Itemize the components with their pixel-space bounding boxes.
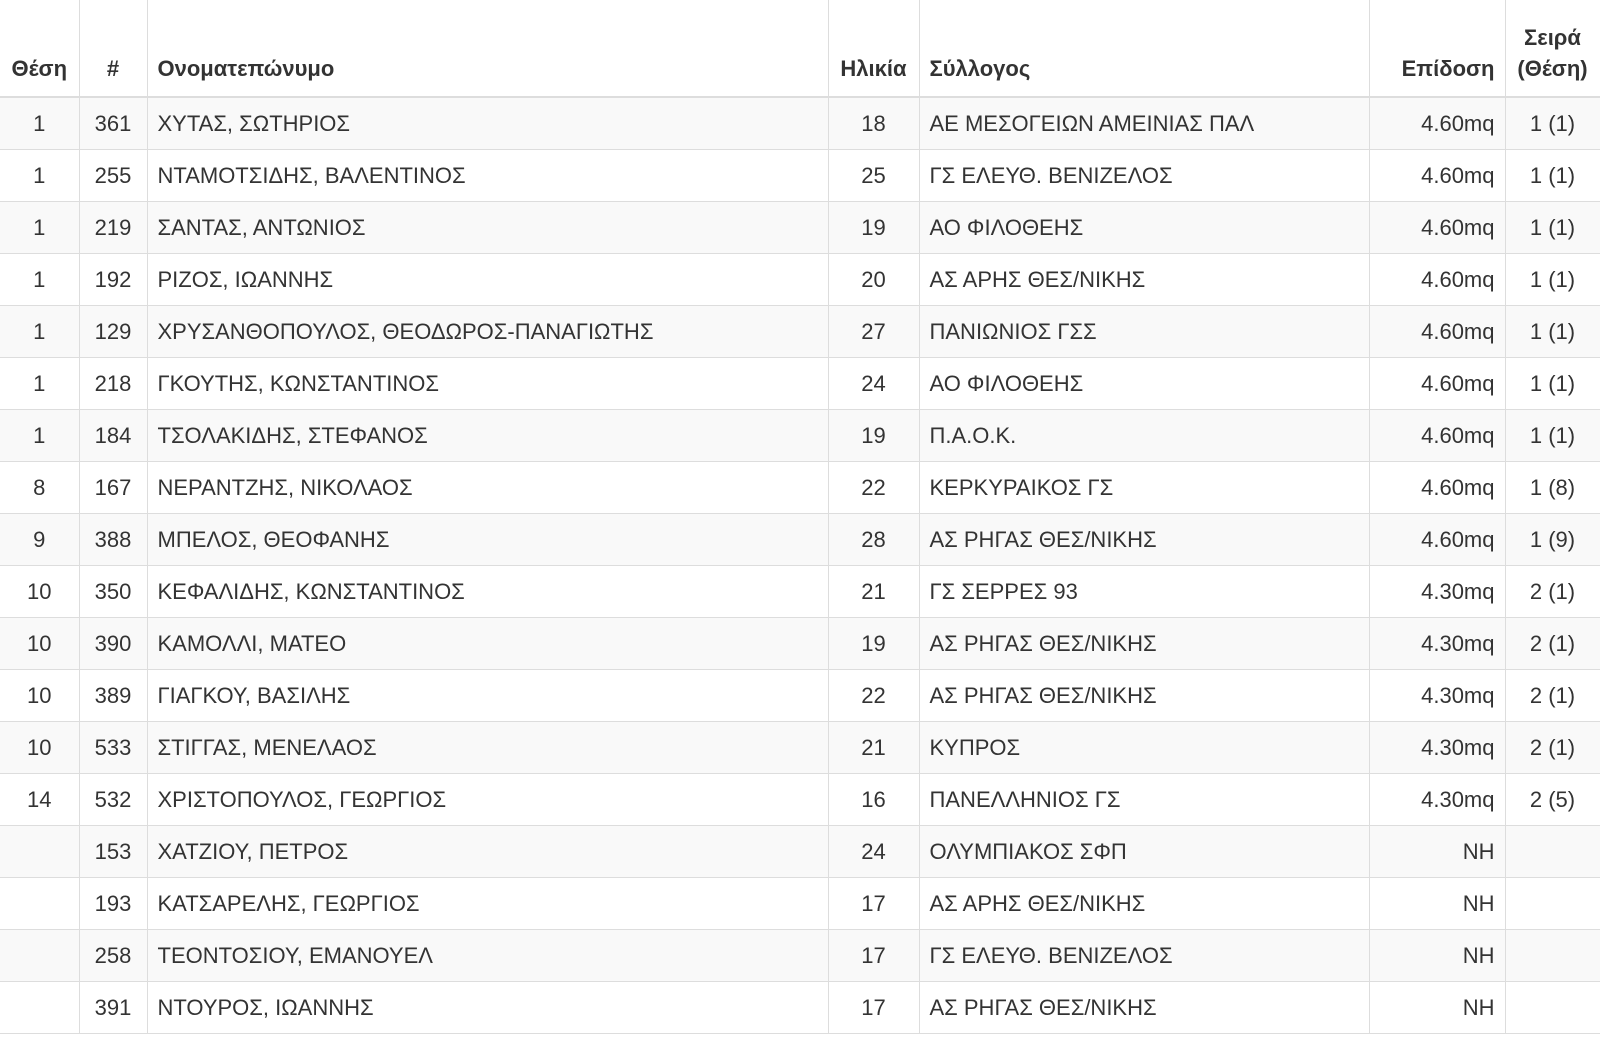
- cell-name: ΓΙΑΓΚΟΥ, ΒΑΣΙΛΗΣ: [147, 670, 828, 722]
- table-row: [0, 202, 1600, 254]
- cell-position: [0, 878, 79, 930]
- cell-performance: 4.60mq: [1369, 306, 1505, 358]
- cell-performance: 4.30mq: [1369, 566, 1505, 618]
- cell-position: 1: [0, 306, 79, 358]
- cell-club: Π.Α.Ο.Κ.: [919, 410, 1369, 462]
- cell-number: 167: [79, 462, 147, 514]
- header-position[interactable]: Θέση: [0, 0, 79, 97]
- cell-heat: 2 (5): [1505, 774, 1600, 826]
- cell-position: 1: [0, 410, 79, 462]
- cell-name: ΝΤΟΥΡΟΣ, ΙΩΑΝΝΗΣ: [147, 982, 828, 1034]
- cell-age: 21: [828, 722, 919, 774]
- cell-number: 533: [79, 722, 147, 774]
- cell-position: [0, 930, 79, 982]
- cell-number: 388: [79, 514, 147, 566]
- cell-age: 21: [828, 566, 919, 618]
- cell-heat: 1 (1): [1505, 358, 1600, 410]
- cell-heat: 2 (1): [1505, 722, 1600, 774]
- cell-number: 361: [79, 97, 147, 150]
- table-row: [0, 358, 1600, 410]
- cell-name: ΣΤΙΓΓΑΣ, ΜΕΝΕΛΑΟΣ: [147, 722, 828, 774]
- header-number[interactable]: #: [79, 0, 147, 97]
- cell-position: 9: [0, 514, 79, 566]
- cell-age: 19: [828, 410, 919, 462]
- cell-heat: 1 (1): [1505, 254, 1600, 306]
- cell-number: 193: [79, 878, 147, 930]
- cell-name: ΧΡΙΣΤΟΠΟΥΛΟΣ, ΓΕΩΡΓΙΟΣ: [147, 774, 828, 826]
- cell-age: 24: [828, 358, 919, 410]
- cell-club: ΑΣ ΑΡΗΣ ΘΕΣ/ΝΙΚΗΣ: [919, 254, 1369, 306]
- cell-heat: 1 (1): [1505, 202, 1600, 254]
- cell-number: 532: [79, 774, 147, 826]
- table-row: [0, 982, 1600, 1034]
- cell-club: ΓΣ ΕΛΕΥΘ. ΒΕΝΙΖΕΛΟΣ: [919, 150, 1369, 202]
- table-row: [0, 514, 1600, 566]
- cell-number: 219: [79, 202, 147, 254]
- cell-club: ΠΑΝΙΩΝΙΟΣ ΓΣΣ: [919, 306, 1369, 358]
- table-row: [0, 150, 1600, 202]
- cell-performance: 4.60mq: [1369, 462, 1505, 514]
- cell-performance: 4.30mq: [1369, 618, 1505, 670]
- cell-club: ΑΣ ΡΗΓΑΣ ΘΕΣ/ΝΙΚΗΣ: [919, 514, 1369, 566]
- cell-performance: ΝΗ: [1369, 826, 1505, 878]
- cell-position: 1: [0, 254, 79, 306]
- cell-performance: ΝΗ: [1369, 982, 1505, 1034]
- cell-name: ΚΑΜΟΛΛΙ, ΜΑΤΕΟ: [147, 618, 828, 670]
- cell-performance: ΝΗ: [1369, 930, 1505, 982]
- cell-name: ΡΙΖΟΣ, ΙΩΑΝΝΗΣ: [147, 254, 828, 306]
- cell-position: 1: [0, 358, 79, 410]
- cell-name: ΚΕΦΑΛΙΔΗΣ, ΚΩΝΣΤΑΝΤΙΝΟΣ: [147, 566, 828, 618]
- cell-name: ΓΚΟΥΤΗΣ, ΚΩΝΣΤΑΝΤΙΝΟΣ: [147, 358, 828, 410]
- cell-name: ΤΣΟΛΑΚΙΔΗΣ, ΣΤΕΦΑΝΟΣ: [147, 410, 828, 462]
- cell-number: 153: [79, 826, 147, 878]
- cell-heat: 1 (1): [1505, 150, 1600, 202]
- cell-heat: 1 (8): [1505, 462, 1600, 514]
- cell-heat: [1505, 982, 1600, 1034]
- cell-position: 1: [0, 97, 79, 150]
- cell-name: ΚΑΤΣΑΡΕΛΗΣ, ΓΕΩΡΓΙΟΣ: [147, 878, 828, 930]
- cell-performance: 4.60mq: [1369, 410, 1505, 462]
- cell-heat: 1 (9): [1505, 514, 1600, 566]
- cell-number: 218: [79, 358, 147, 410]
- cell-performance: 4.30mq: [1369, 722, 1505, 774]
- table-row: [0, 878, 1600, 930]
- cell-performance: 4.60mq: [1369, 254, 1505, 306]
- cell-heat: 1 (1): [1505, 410, 1600, 462]
- cell-heat: 1 (1): [1505, 306, 1600, 358]
- cell-age: 19: [828, 202, 919, 254]
- cell-position: 8: [0, 462, 79, 514]
- cell-number: 184: [79, 410, 147, 462]
- cell-heat: [1505, 930, 1600, 982]
- cell-performance: 4.60mq: [1369, 97, 1505, 150]
- table-row: [0, 826, 1600, 878]
- cell-club: ΓΣ ΣΕΡΡΕΣ 93: [919, 566, 1369, 618]
- header-performance[interactable]: Επίδοση: [1369, 0, 1505, 97]
- cell-age: 17: [828, 930, 919, 982]
- cell-number: 350: [79, 566, 147, 618]
- cell-performance: 4.60mq: [1369, 150, 1505, 202]
- table-row: [0, 618, 1600, 670]
- header-row: [0, 0, 1600, 97]
- table-row: [0, 97, 1600, 150]
- cell-number: 255: [79, 150, 147, 202]
- cell-name: ΤΕΟΝΤΟΣΙΟΥ, ΕΜΑΝΟΥΕΛ: [147, 930, 828, 982]
- cell-age: 25: [828, 150, 919, 202]
- table-row: [0, 670, 1600, 722]
- cell-heat: 2 (1): [1505, 618, 1600, 670]
- header-age[interactable]: Ηλικία: [828, 0, 919, 97]
- cell-name: ΧΥΤΑΣ, ΣΩΤΗΡΙΟΣ: [147, 97, 828, 150]
- table-row: [0, 410, 1600, 462]
- cell-name: ΧΑΤΖΙΟΥ, ΠΕΤΡΟΣ: [147, 826, 828, 878]
- cell-club: ΓΣ ΕΛΕΥΘ. ΒΕΝΙΖΕΛΟΣ: [919, 930, 1369, 982]
- cell-age: 22: [828, 462, 919, 514]
- cell-age: 17: [828, 878, 919, 930]
- cell-age: 24: [828, 826, 919, 878]
- cell-number: 129: [79, 306, 147, 358]
- cell-name: ΜΠΕΛΟΣ, ΘΕΟΦΑΝΗΣ: [147, 514, 828, 566]
- cell-position: 10: [0, 566, 79, 618]
- cell-name: ΝΤΑΜΟΤΣΙΔΗΣ, ΒΑΛΕΝΤΙΝΟΣ: [147, 150, 828, 202]
- cell-position: 14: [0, 774, 79, 826]
- cell-age: 16: [828, 774, 919, 826]
- cell-heat: [1505, 878, 1600, 930]
- cell-age: 17: [828, 982, 919, 1034]
- cell-name: ΝΕΡΑΝΤΖΗΣ, ΝΙΚΟΛΑΟΣ: [147, 462, 828, 514]
- table-row: [0, 774, 1600, 826]
- cell-club: ΑΣ ΡΗΓΑΣ ΘΕΣ/ΝΙΚΗΣ: [919, 670, 1369, 722]
- cell-club: ΑΣ ΑΡΗΣ ΘΕΣ/ΝΙΚΗΣ: [919, 878, 1369, 930]
- header-heat-line1: Σειρά: [1524, 25, 1581, 50]
- cell-club: ΚΕΡΚΥΡΑΙΚΟΣ ΓΣ: [919, 462, 1369, 514]
- cell-position: 1: [0, 150, 79, 202]
- cell-name: ΣΑΝΤΑΣ, ΑΝΤΩΝΙΟΣ: [147, 202, 828, 254]
- cell-club: ΑΕ ΜΕΣΟΓΕΙΩΝ ΑΜΕΙΝΙΑΣ ΠΑΛ: [919, 97, 1369, 150]
- cell-position: [0, 826, 79, 878]
- cell-heat: [1505, 826, 1600, 878]
- cell-club: ΑΣ ΡΗΓΑΣ ΘΕΣ/ΝΙΚΗΣ: [919, 982, 1369, 1034]
- cell-club: ΑΣ ΡΗΓΑΣ ΘΕΣ/ΝΙΚΗΣ: [919, 618, 1369, 670]
- table-body: [0, 97, 1600, 1034]
- cell-club: ΑΟ ΦΙΛΟΘΕΗΣ: [919, 358, 1369, 410]
- cell-number: 192: [79, 254, 147, 306]
- table-row: [0, 254, 1600, 306]
- cell-performance: 4.30mq: [1369, 670, 1505, 722]
- cell-position: 1: [0, 202, 79, 254]
- cell-heat: 1 (1): [1505, 97, 1600, 150]
- table-row: [0, 930, 1600, 982]
- cell-position: 10: [0, 618, 79, 670]
- header-club[interactable]: Σύλλογος: [919, 0, 1369, 97]
- cell-performance: 4.60mq: [1369, 358, 1505, 410]
- table-header: [0, 0, 1600, 97]
- table-row: [0, 566, 1600, 618]
- header-name[interactable]: Ονοματεπώνυμο: [147, 0, 828, 97]
- cell-club: ΚΥΠΡΟΣ: [919, 722, 1369, 774]
- cell-performance: ΝΗ: [1369, 878, 1505, 930]
- table-row: [0, 462, 1600, 514]
- header-heat-line2: (Θέση): [1517, 56, 1588, 81]
- cell-age: 27: [828, 306, 919, 358]
- header-heat[interactable]: [1505, 0, 1600, 97]
- cell-position: 10: [0, 722, 79, 774]
- cell-age: 20: [828, 254, 919, 306]
- cell-age: 19: [828, 618, 919, 670]
- cell-performance: 4.60mq: [1369, 202, 1505, 254]
- cell-age: 22: [828, 670, 919, 722]
- table-row: [0, 722, 1600, 774]
- cell-performance: 4.60mq: [1369, 514, 1505, 566]
- cell-position: 10: [0, 670, 79, 722]
- table-row: [0, 306, 1600, 358]
- cell-number: 390: [79, 618, 147, 670]
- cell-performance: 4.30mq: [1369, 774, 1505, 826]
- cell-position: [0, 982, 79, 1034]
- cell-club: ΠΑΝΕΛΛΗΝΙΟΣ ΓΣ: [919, 774, 1369, 826]
- cell-number: 389: [79, 670, 147, 722]
- cell-number: 391: [79, 982, 147, 1034]
- cell-heat: 2 (1): [1505, 566, 1600, 618]
- cell-club: ΑΟ ΦΙΛΟΘΕΗΣ: [919, 202, 1369, 254]
- cell-age: 28: [828, 514, 919, 566]
- cell-club: ΟΛΥΜΠΙΑΚΟΣ ΣΦΠ: [919, 826, 1369, 878]
- cell-age: 18: [828, 97, 919, 150]
- cell-number: 258: [79, 930, 147, 982]
- cell-name: ΧΡΥΣΑΝΘΟΠΟΥΛΟΣ, ΘΕΟΔΩΡΟΣ-ΠΑΝΑΓΙΩΤΗΣ: [147, 306, 828, 358]
- cell-heat: 2 (1): [1505, 670, 1600, 722]
